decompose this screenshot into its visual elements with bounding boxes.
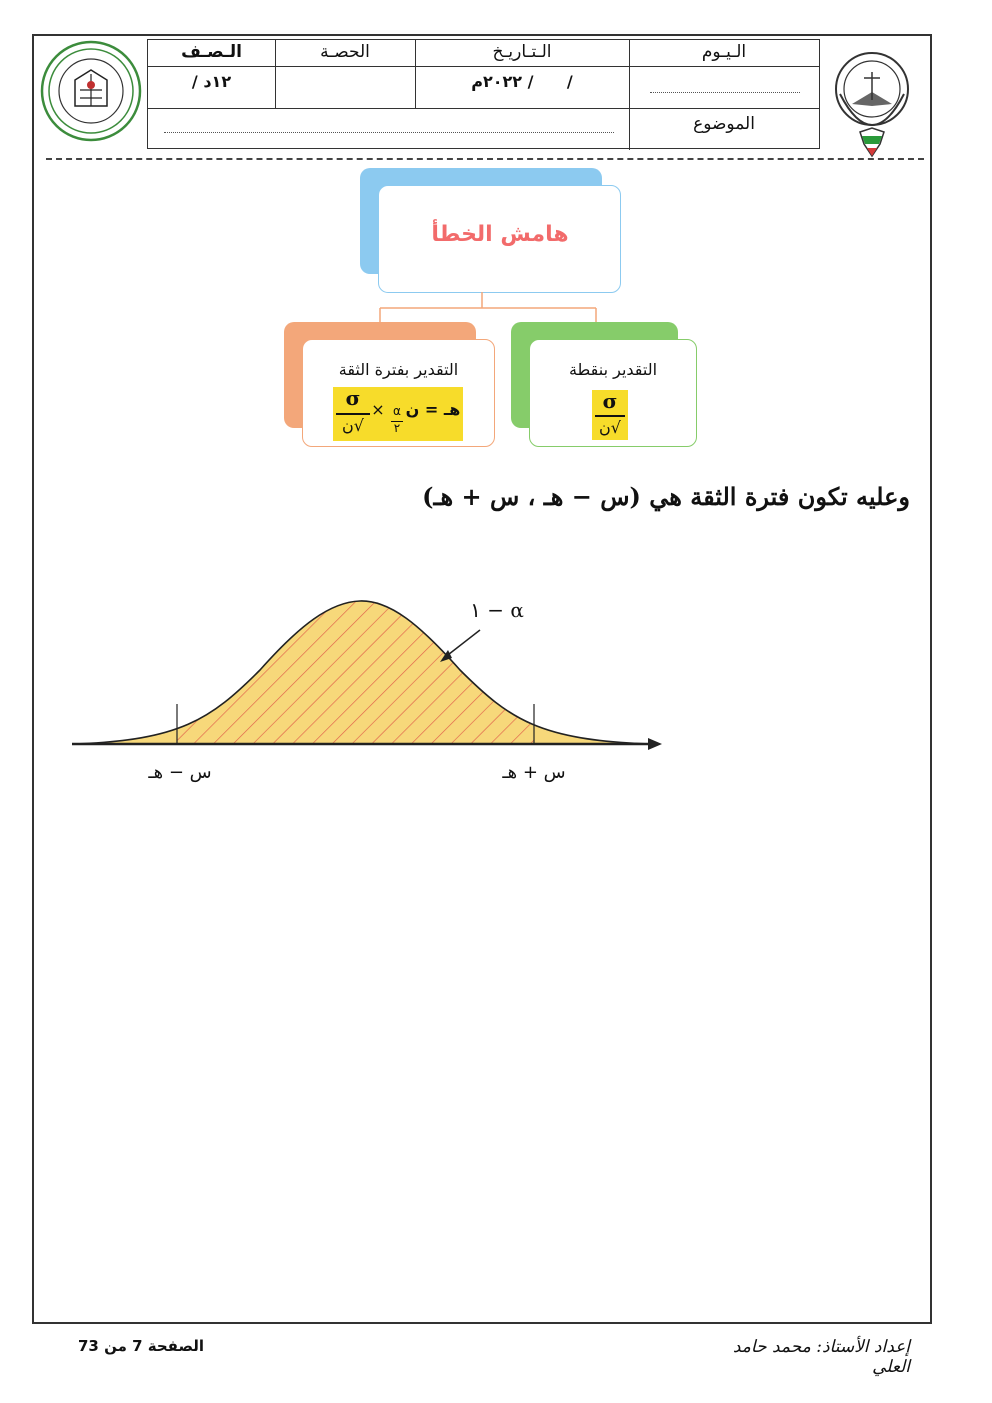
- area-label: ١ − α: [470, 598, 524, 622]
- state-emblem-icon: [822, 44, 922, 159]
- school-emblem-icon: [40, 40, 142, 142]
- right-bound-label: س + هـ: [502, 762, 566, 783]
- class-value: ١٢د /: [191, 72, 232, 91]
- interval-formula-lhs: هـ = ن: [405, 400, 461, 419]
- diagram-title: هامش الخطأ: [431, 222, 569, 247]
- interval-sigma: σ: [345, 386, 361, 410]
- subject-label: الموضوع: [693, 114, 755, 134]
- page-number: الصفحة 7 من 73: [78, 1337, 205, 1355]
- point-sqrt-n: √ن: [599, 418, 621, 437]
- x-axis-arrow: [648, 738, 662, 750]
- header-divider: [46, 158, 924, 160]
- date-value: / / ٢٠٢٢م: [471, 72, 573, 91]
- period-label: الحصـة: [320, 42, 370, 62]
- subject-dots: [164, 132, 614, 133]
- point-box-label: التقدير بنقطة: [568, 360, 658, 379]
- interval-alpha-two: ٢: [393, 421, 401, 435]
- confidence-region: [75, 601, 650, 744]
- day-label: الـيـوم: [701, 42, 747, 62]
- interval-alpha: α: [393, 404, 401, 418]
- interval-fraction-bar: [336, 413, 370, 415]
- interval-box-label: التقدير بفترة الثقة: [338, 360, 459, 379]
- date-label: الـتـاريـخ: [492, 42, 552, 62]
- class-label: الـصـف: [181, 42, 242, 62]
- left-bound-label: س − هـ: [148, 762, 212, 783]
- point-sigma: σ: [602, 389, 618, 413]
- interval-times: ×: [371, 400, 385, 419]
- header-table: [147, 39, 820, 149]
- interval-sqrt-n: √ن: [342, 416, 364, 435]
- point-fraction-bar: [595, 415, 625, 417]
- confidence-interval-statement: وعليه تكون فترة الثقة هي (س − هـ ، س + هـ): [422, 482, 910, 511]
- author-credit: إعداد الأستاذ: محمد حامد العلي: [732, 1337, 910, 1377]
- day-dots: [650, 92, 800, 93]
